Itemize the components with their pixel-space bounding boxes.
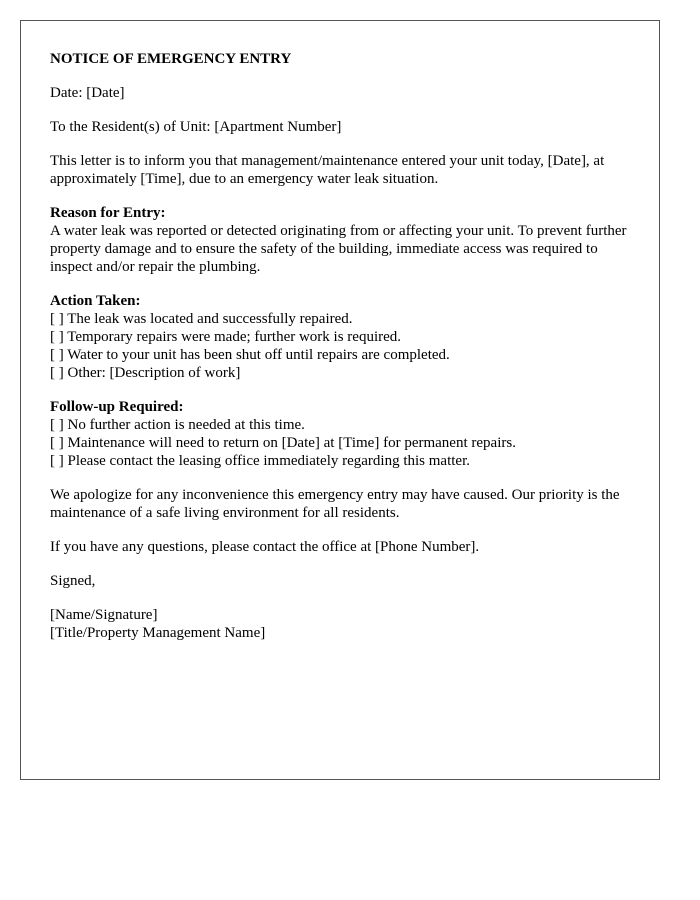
action-heading: Action Taken:	[50, 293, 141, 309]
intro-paragraph: This letter is to inform you that management/maintenance entered your unit today, [Date], at approximately [Time], due to an emergency water leak situation.	[50, 153, 605, 187]
date-line: Date: [Date]	[50, 85, 125, 101]
action-item-shutoff: [ ] Water to your unit has been shut off until repairs are completed.	[50, 347, 450, 363]
action-item-temporary: [ ] Temporary repairs were made; further work is required.	[50, 329, 402, 345]
letter-page	[20, 20, 660, 780]
action-item-repaired: [ ] The leak was located and successfully repaired.	[50, 311, 353, 327]
signature-name: [Name/Signature]	[50, 607, 158, 623]
signed-line: Signed,	[50, 573, 96, 589]
recipient-line: To the Resident(s) of Unit: [Apartment Number]	[50, 119, 342, 135]
signature-block	[50, 606, 640, 642]
apology-paragraph: We apologize for any inconvenience this emergency entry may have caused. Our priority is the maintenance of a safe living environment for all residents.	[50, 487, 620, 521]
letter-content	[50, 50, 640, 658]
followup-item-return: [ ] Maintenance will need to return on [Date] at [Time] for permanent repairs.	[50, 435, 516, 451]
followup-item-contact: [ ] Please contact the leasing office immediately regarding this matter.	[50, 453, 470, 469]
action-item-other: [ ] Other: [Description of work]	[50, 365, 241, 381]
signature-title: [Title/Property Management Name]	[50, 625, 266, 641]
reason-text: A water leak was reported or detected originating from or affecting your unit. To prevent further property damage and to ensure the safety of the building, immediate access was required to inspect and/or repair the plumbing.	[50, 223, 627, 275]
followup-heading: Follow-up Required:	[50, 399, 184, 415]
followup-item-none: [ ] No further action is needed at this time.	[50, 417, 305, 433]
reason-section	[50, 204, 640, 276]
questions-paragraph: If you have any questions, please contact the office at [Phone Number].	[50, 539, 480, 555]
followup-section	[50, 398, 640, 470]
action-section	[50, 292, 640, 382]
letter-title: NOTICE OF EMERGENCY ENTRY	[50, 51, 292, 67]
reason-heading: Reason for Entry:	[50, 205, 166, 221]
